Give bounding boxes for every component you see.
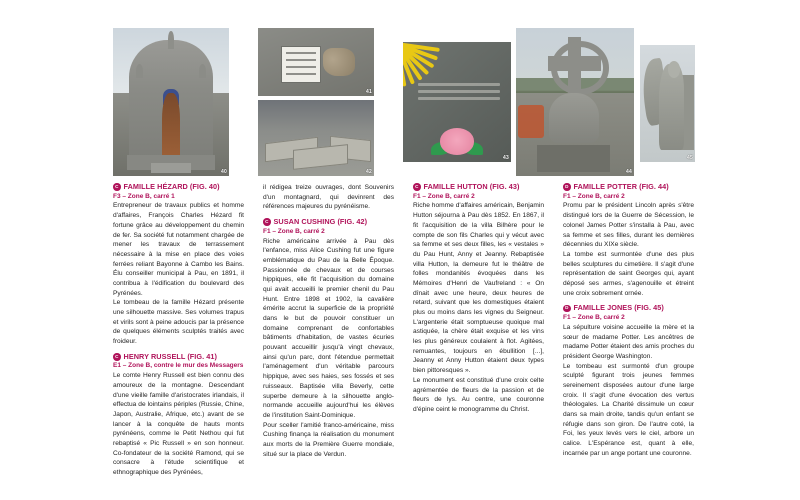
inscription-shape bbox=[418, 83, 500, 105]
left-pinnacle-shape bbox=[136, 64, 143, 79]
plaque-stones-photo bbox=[258, 28, 374, 96]
figure-number: 43 bbox=[503, 155, 509, 161]
entry-bullet-icon: D bbox=[563, 183, 571, 191]
door-shape bbox=[162, 93, 181, 158]
text-column-2 bbox=[263, 183, 394, 483]
rose-shape bbox=[440, 128, 475, 154]
entry-paragraph: Riche homme d'affaires américain, Benjamin Hutton séjourna à Pau dès 1852. En 1867, il fit l'acquisition de la villa Bilhère pour le compte de son fils Charles qui y vécut avec sa femme et ses deux filles, les « vestales » du Pau Hunt, Anny et Jeanny. Rebaptisée villa Hutton, la demeure fut le théâtre de folles mondanités évoquées dans les Mémoires d'Henri de Vaufreland : « On dînait avec une heure, deux heures de retard, suivant que les domestiques étaient plus ou moins dans les vignes du Seigneur. L'argenterie était somptueuse quoique mal astiquée, la chère était exquise et les vins les plus généreux coulaient à flot. Agitées, remuantes, toujours en ébullition [...], Jeanny et Anny Hutton étaient deux types bien pittoresques ». bbox=[413, 202, 544, 375]
entry-subtitle: F1 – Zone B, carré 2 bbox=[263, 227, 325, 235]
entry-bullet-icon: C bbox=[113, 183, 121, 191]
entry-paragraph: Entrepreneur de travaux publics et homme d'affaires, François Charles Hézard fit fortune grâce au développement du chemin de fer. Sa société fut notamment chargée de mener les travaux de terrassement nécessaire à la mise en place des voies ferrées reliant Bayonne à Cambo les Bains. Élu conseiller municipal à Pau, en 1891, il contribua à l'édification du boulevard des Pyrénées. bbox=[113, 202, 244, 297]
entry-title: FAMILLE HÉZARD (FIG. 40) bbox=[123, 182, 220, 191]
figure-number: 44 bbox=[626, 169, 632, 175]
entry-paragraph: Le tombeau est surmonté d'un groupe sculpté figurant trois jeunes femmes sereinement disposées autour d'une large croix. Il s'agit d'une évocation des vertus théologales. La Charité dissimule un cœur dans sa main droite, tandis qu'un enfant se réfugie dans son giron. De l'autre coté, la Foi, les yeux levés vers le ciel, arbore un calice. L'Espérance est, quant à elle, incarnée par un ange portant une couronne. bbox=[563, 362, 694, 457]
entry-bullet-icon: C bbox=[413, 183, 421, 191]
angel-sculpture-photo bbox=[640, 45, 695, 162]
chapel-tomb-photo bbox=[113, 28, 229, 176]
steps-shape bbox=[151, 163, 190, 173]
celtic-ring-shape bbox=[551, 41, 609, 94]
entry-paragraph: Riche américaine arrivée à Pau dès l'enfance, miss Alice Cushing fut une figure emblématique du Pau de la Belle Époque. Passionnée de chevaux et de courses hippiques, elle fit l'acquisition du domaine qui avait accueilli le premier chenil du Pau Hunt. Entre 1898 et 1902, la cavalière émérite accrut la superficie de la propriété dans le but de pouvoir constituer un domaine comprenant de confortables bâtiments d'habitation, de vastes écuries pouvant accueillir jusqu'à vingt chevaux, ainsi qu'un parc, dont l'étendue permettait l'aménagement d'un véritable parcours hippique, avec ses haies, ses fossés et ses ruisseaux. Baptisée villa Beverly, cette superbe demeure à la silhouette anglo-normande accueille aujourd'hui les élèves de l'institution Saint-Dominique. bbox=[263, 237, 394, 419]
entry-famille-potter bbox=[563, 183, 694, 298]
entry-heading bbox=[263, 218, 394, 226]
right-pinnacle-shape bbox=[199, 64, 206, 79]
text-column-1 bbox=[113, 183, 244, 483]
entry-bullet-icon: C bbox=[113, 353, 121, 361]
flowers-shape bbox=[518, 105, 544, 138]
entry-paragraph: Le comte Henry Russell est bien connu des amoureux de la montagne. Descendant d'une vieille famille d'aristocrates irlandais, il effectua de lointains périples (Russie, Chine, Japon, Australie, Afrique, etc.) avant de se lancer à la conquête de hauts monts pyrénéens, comme le Petit Nethou qui fut rebaptisé « Pic Russell » en son honneur. Co-fondateur de la société Ramond, qui se consacre à l'étude scientifique et ethnographique des Pyrénées, bbox=[113, 372, 244, 477]
continuation-paragraph: il rédigea treize ouvrages, dont Souvenirs d'un montagnard, qui devinrent des références majeures du pyrénéisme. bbox=[263, 184, 394, 211]
flat-slabs-photo bbox=[258, 100, 374, 176]
entry-famille-hutton bbox=[413, 183, 544, 415]
celtic-cross-photo bbox=[516, 28, 634, 176]
entry-subtitle: F3 – Zone B, carré 1 bbox=[113, 192, 175, 200]
entry-susan-cushing bbox=[263, 218, 394, 459]
entry-title: FAMILLE HUTTON (FIG. 43) bbox=[423, 182, 520, 191]
entry-subtitle: E1 – Zone B, contre le mur des Messagers bbox=[113, 362, 244, 370]
entry-famille-jones bbox=[563, 304, 694, 458]
spire-shape bbox=[168, 31, 175, 49]
entry-famille-hezard bbox=[113, 183, 244, 347]
entry-paragraph: Pour sceller l'amitié franco-américaine, miss Cushing finança la réalisation du monument aux morts de la Première Guerre mondiale, situé sur la place de Verdun. bbox=[263, 421, 394, 458]
entry-title: FAMILLE JONES (FIG. 45) bbox=[573, 303, 664, 313]
text-column-3 bbox=[413, 183, 544, 483]
entry-paragraph: La tombe est surmontée d'une des plus belles sculptures du cimetière. Il s'agit d'une représentation de saint Georges qui, ayant déposé ses armes, s'agenouille et étreint une croix sobrement ornée. bbox=[563, 250, 694, 297]
entry-bullet-icon: C bbox=[263, 218, 271, 226]
figure-number: 41 bbox=[366, 89, 372, 95]
text-column-4 bbox=[563, 183, 694, 483]
entry-title: SUSAN CUSHING (FIG. 42) bbox=[273, 217, 368, 227]
entry-heading bbox=[113, 353, 244, 361]
entry-paragraph: Promu par le président Lincoln après s'être distingué lors de la Guerre de Sécession, le colonel James Potter s'installa à Pau, avec sa femme et ses filles, durant les dernières décennies du XIXe siècle. bbox=[563, 202, 694, 249]
tomb-base-shape bbox=[537, 145, 610, 172]
grave-rose-photo bbox=[403, 42, 511, 162]
entry-heading bbox=[563, 304, 694, 312]
figure-number: 42 bbox=[366, 169, 372, 175]
angel-head-shape bbox=[668, 61, 680, 77]
entry-subtitle: F1 – Zone B, carré 2 bbox=[563, 192, 625, 200]
continuation-block bbox=[263, 183, 394, 212]
entry-heading bbox=[113, 183, 244, 191]
entry-heading bbox=[413, 183, 544, 191]
entry-title: FAMILLE POTTER (FIG. 44) bbox=[573, 182, 669, 191]
entry-subtitle: F1 – Zone B, carré 2 bbox=[413, 192, 475, 200]
figure-number: 40 bbox=[221, 169, 227, 175]
entry-title: HENRY RUSSELL (FIG. 41) bbox=[123, 351, 217, 361]
entry-henry-russell bbox=[113, 353, 244, 478]
plaque-shape bbox=[281, 46, 321, 83]
text-columns bbox=[113, 183, 695, 483]
entry-heading bbox=[563, 183, 694, 191]
entry-subtitle: F1 – Zone B, carré 2 bbox=[563, 313, 625, 321]
entry-paragraph: La sépulture voisine accueille la mère et la sœur de madame Potter. Les ancêtres de madame Potter étaient des amis proches du président George Washington. bbox=[563, 323, 694, 360]
stones-shape bbox=[323, 48, 355, 75]
entry-paragraph: Le monument est constitué d'une croix celte agrémentée de fleurs de la passion et de fleurs de lys. Au centre, une couronne d'épine ceint le monogramme du Christ. bbox=[413, 376, 544, 413]
saint-george-shape bbox=[549, 93, 599, 143]
figure-number: 45 bbox=[687, 155, 693, 161]
photo-band bbox=[0, 0, 800, 180]
entry-paragraph: Le tombeau de la famille Hézard présente une silhouette massive. Ses volumes trapus et virils sont à peine adoucis par la présence de quelques éléments sculptés traités avec froideur. bbox=[113, 299, 244, 346]
entry-bullet-icon: D bbox=[563, 305, 571, 313]
